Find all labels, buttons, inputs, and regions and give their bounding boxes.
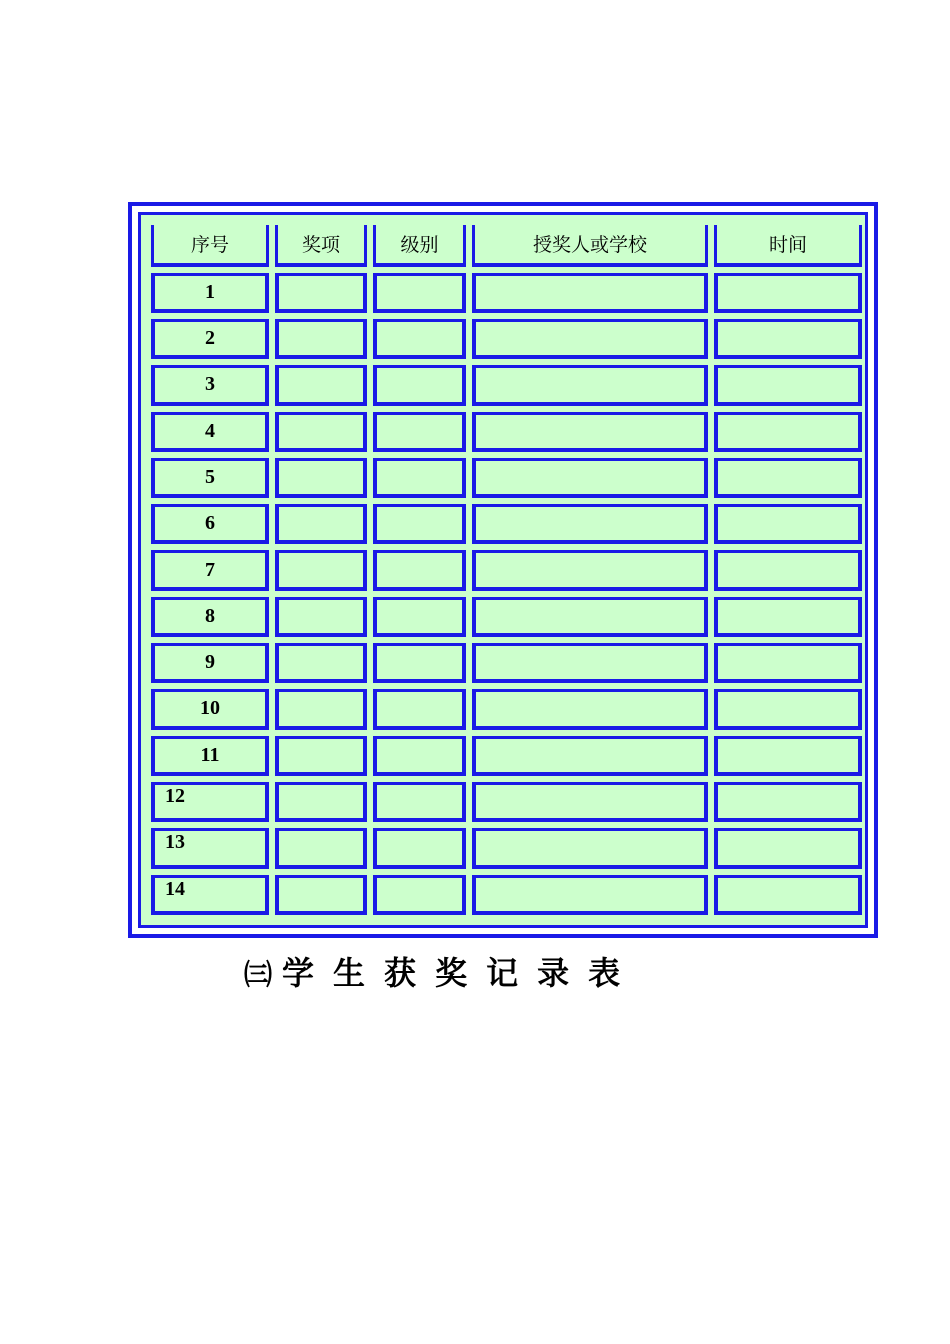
empty-cell: [275, 365, 367, 405]
table-row: [151, 365, 862, 405]
table-row: [151, 550, 862, 590]
empty-cell: [373, 875, 466, 916]
empty-cell: [472, 828, 708, 868]
empty-cell: [373, 365, 466, 405]
empty-cell: [714, 504, 862, 544]
empty-cell: [275, 597, 367, 637]
empty-cell: [714, 782, 862, 822]
table-row: [151, 319, 862, 359]
column-header: 级别: [373, 225, 466, 267]
empty-cell: [275, 458, 367, 498]
caption-char: 学: [282, 954, 315, 992]
empty-cell: [373, 319, 466, 359]
empty-cell: [714, 412, 862, 452]
empty-cell: [373, 689, 466, 729]
table-row: [151, 689, 862, 729]
caption-number-marker: ㈢: [244, 958, 273, 991]
empty-cell: [714, 550, 862, 590]
caption-char: 奖: [435, 954, 468, 992]
empty-cell: [275, 828, 367, 868]
row-number-cell: 13: [151, 828, 269, 868]
empty-cell: [275, 875, 367, 916]
empty-cell: [714, 643, 862, 683]
empty-cell: [275, 550, 367, 590]
empty-cell: [472, 319, 708, 359]
empty-cell: [714, 736, 862, 776]
empty-cell: [373, 643, 466, 683]
empty-cell: [714, 458, 862, 498]
row-number-cell: 12: [151, 782, 269, 822]
table-caption: [244, 948, 684, 996]
empty-cell: [714, 828, 862, 868]
empty-cell: [714, 689, 862, 729]
empty-cell: [714, 365, 862, 405]
caption-char: 生: [333, 954, 366, 992]
table-row: [151, 828, 862, 868]
table-row: [151, 504, 862, 544]
empty-cell: [472, 458, 708, 498]
row-number-cell: 14: [151, 875, 269, 916]
empty-cell: [472, 365, 708, 405]
empty-cell: [472, 643, 708, 683]
table-header-row: [151, 225, 862, 267]
row-number-cell: 10: [151, 689, 269, 729]
empty-cell: [472, 412, 708, 452]
empty-cell: [373, 458, 466, 498]
empty-cell: [472, 736, 708, 776]
table-row: [151, 412, 862, 452]
row-number-cell: 8: [151, 597, 269, 637]
column-header: 奖项: [275, 225, 367, 267]
empty-cell: [472, 597, 708, 637]
row-number-cell: 7: [151, 550, 269, 590]
empty-cell: [714, 597, 862, 637]
column-header: 授奖人或学校: [472, 225, 708, 267]
table-row: [151, 458, 862, 498]
table-row: [151, 875, 862, 916]
caption-char: 记: [486, 954, 519, 992]
table-row: [151, 643, 862, 683]
empty-cell: [714, 319, 862, 359]
awards-record-table-inner: [138, 212, 868, 928]
row-number-cell: 4: [151, 412, 269, 452]
empty-cell: [373, 828, 466, 868]
empty-cell: [373, 550, 466, 590]
empty-cell: [275, 689, 367, 729]
empty-cell: [472, 504, 708, 544]
empty-cell: [373, 412, 466, 452]
table-row: [151, 273, 862, 313]
empty-cell: [275, 643, 367, 683]
empty-cell: [714, 875, 862, 916]
empty-cell: [472, 689, 708, 729]
empty-cell: [714, 273, 862, 313]
awards-record-table-frame: [128, 202, 878, 938]
empty-cell: [275, 782, 367, 822]
empty-cell: [275, 412, 367, 452]
empty-cell: [275, 736, 367, 776]
caption-char: 录: [537, 954, 570, 992]
caption-char: 获: [384, 954, 417, 992]
row-number-cell: 2: [151, 319, 269, 359]
empty-cell: [472, 875, 708, 916]
row-number-cell: 5: [151, 458, 269, 498]
row-number-cell: 3: [151, 365, 269, 405]
empty-cell: [472, 550, 708, 590]
empty-cell: [373, 273, 466, 313]
empty-cell: [373, 504, 466, 544]
row-number-cell: 1: [151, 273, 269, 313]
empty-cell: [275, 504, 367, 544]
empty-cell: [275, 273, 367, 313]
empty-cell: [472, 782, 708, 822]
empty-cell: [373, 782, 466, 822]
empty-cell: [373, 597, 466, 637]
row-number-cell: 9: [151, 643, 269, 683]
table-row: [151, 782, 862, 822]
caption-char: 表: [588, 954, 621, 992]
row-number-cell: 6: [151, 504, 269, 544]
table-row: [151, 597, 862, 637]
column-header: 序号: [151, 225, 269, 267]
empty-cell: [275, 319, 367, 359]
awards-record-table: [145, 219, 868, 921]
row-number-cell: 11: [151, 736, 269, 776]
table-row: [151, 736, 862, 776]
empty-cell: [373, 736, 466, 776]
column-header: 时间: [714, 225, 862, 267]
empty-cell: [472, 273, 708, 313]
